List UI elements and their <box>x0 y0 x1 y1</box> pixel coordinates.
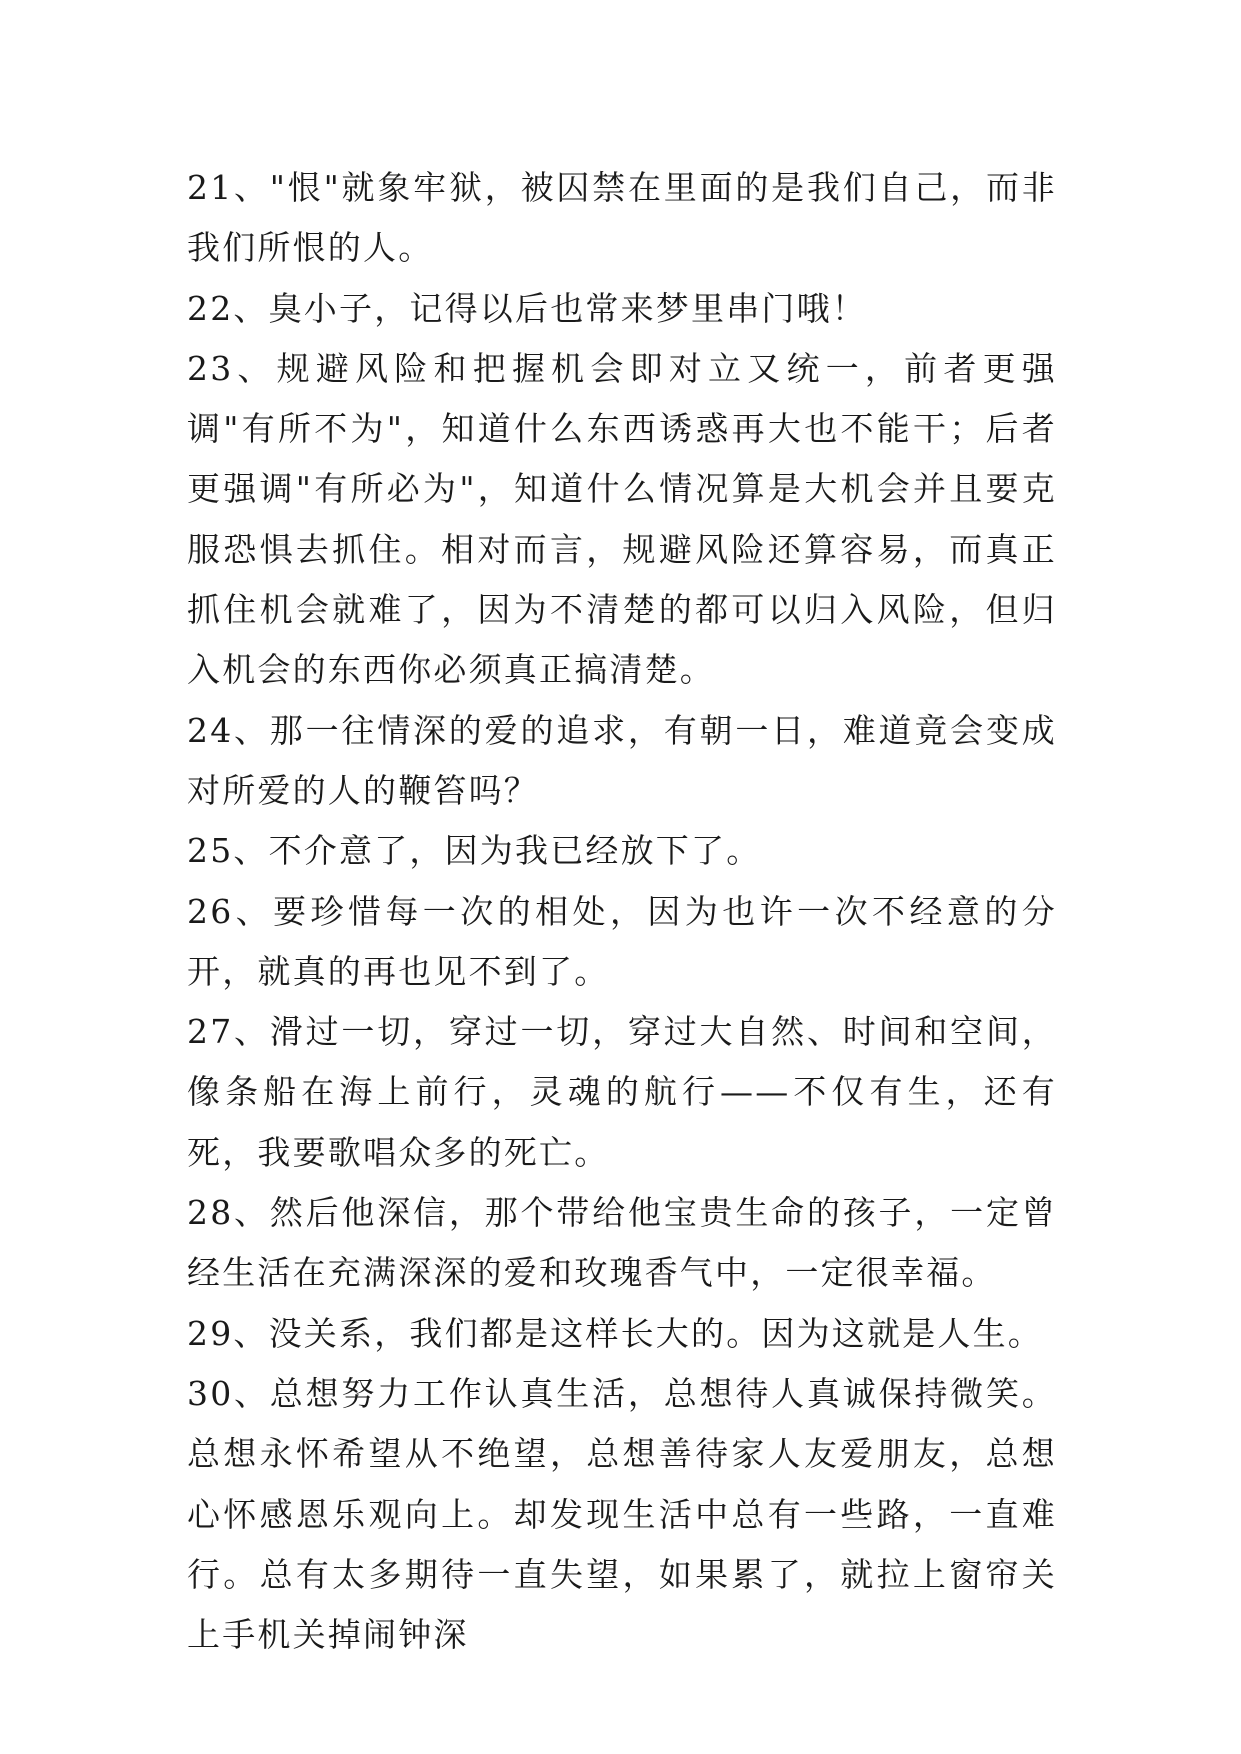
paragraph-27: 27、滑过一切，穿过一切，穿过大自然、时间和空间，像条船在海上前行，灵魂的航行——不仅有生，还有死，我要歌唱众多的死亡。 <box>187 1012 1057 1172</box>
document-body <box>187 158 1057 1665</box>
paragraph-21: 21、"恨"就象牢狱，被囚禁在里面的是我们自己，而非我们所恨的人。 <box>187 168 1057 268</box>
paragraph-29: 29、没关系，我们都是这样长大的。因为这就是人生。 <box>187 1313 1043 1353</box>
paragraph-26: 26、要珍惜每一次的相处，因为也许一次不经意的分开，就真的再也见不到了。 <box>187 891 1057 991</box>
paragraph-28: 28、然后他深信，那个带给他宝贵生命的孩子，一定曾经生活在充满深深的爱和玫瑰香气中，一定很幸福。 <box>187 1193 1057 1293</box>
paragraph-24: 24、那一往情深的爱的追求，有朝一日，难道竟会变成对所爱的人的鞭笞吗？ <box>187 710 1057 810</box>
paragraph-23: 23、规避风险和把握机会即对立又统一，前者更强调"有所不为"，知道什么东西诱惑再大也不能干；后者更强调"有所必为"，知道什么情况算是大机会并且要克服恐惧去抓住。相对而言，规避风险还算容易，而真正抓住机会就难了，因为不清楚的都可以归入风险，但归入机会的东西你必须真正搞清楚。 <box>187 348 1057 690</box>
paragraph-30: 30、总想努力工作认真生活，总想待人真诚保持微笑。总想永怀希望从不绝望，总想善待家人友爱朋友，总想心怀感恩乐观向上。却发现生活中总有一些路，一直难行。总有太多期待一直失望，如果累了，就拉上窗帘关上手机关掉闹钟深 <box>187 1373 1057 1655</box>
paragraph-25: 25、不介意了，因为我已经放下了。 <box>187 831 762 871</box>
paragraph-22: 22、臭小子，记得以后也常来梦里串门哦！ <box>187 288 867 328</box>
